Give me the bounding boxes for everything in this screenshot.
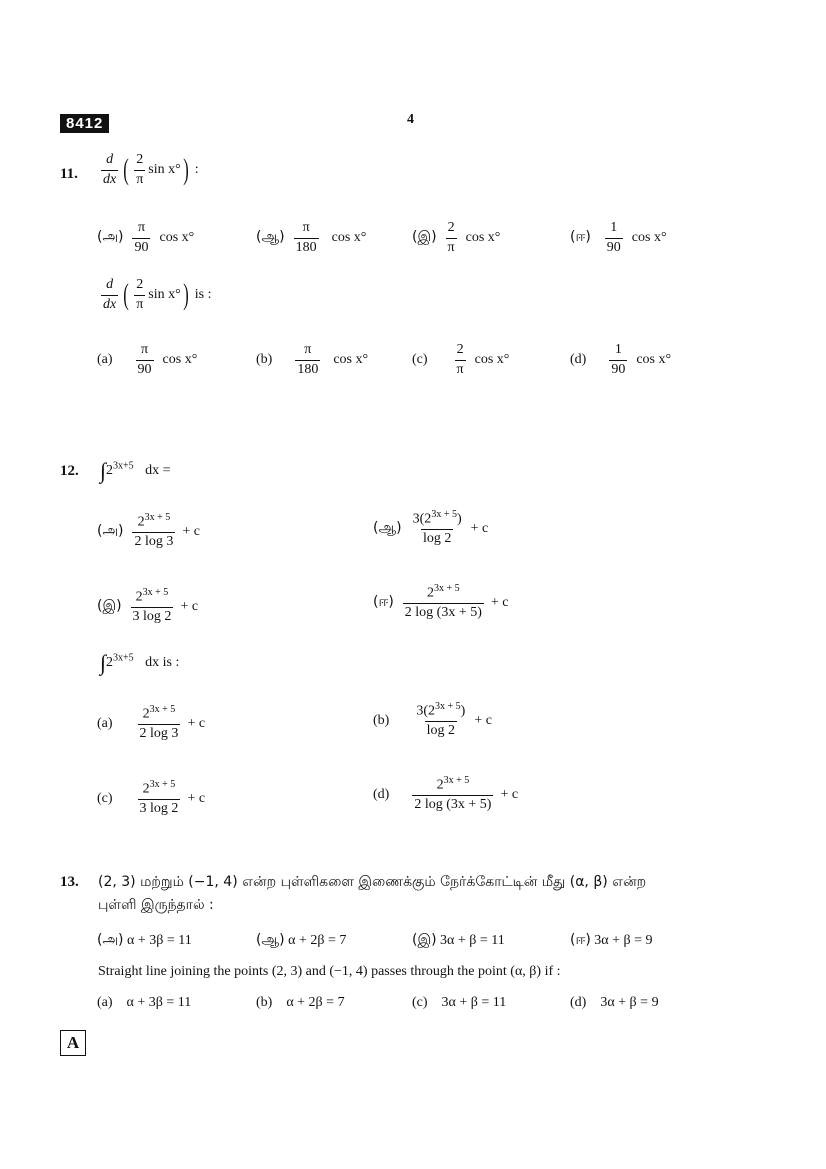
q12-option-ta-1: (அ) $\frac{2^{3x + 5}}{2 \log 3}$ + c bbox=[97, 512, 200, 550]
q11-option-en-4: (d) $\frac{1}{90}$ cos x° bbox=[570, 342, 672, 377]
coefficient-fraction: $\frac{2}{\pi}$ bbox=[136, 152, 144, 187]
q12-option-ta-2: (ஆ) $\frac{3(2^{3x + 5})}{\log 2}$ + c bbox=[373, 509, 489, 547]
q11-option-en-2: (b) $\frac{\pi}{180}$ cos x° bbox=[256, 342, 369, 377]
q13-option-en-4: (d) 3α + β = 9 bbox=[570, 995, 659, 1010]
q13-option-en-2: (b) α + 2β = 7 bbox=[256, 995, 345, 1010]
q12-option-ta-4: (ஈ) $\frac{2^{3x + 5}}{2 \log (3x + 5)}$ + c bbox=[373, 583, 509, 621]
q13-option-en-3: (c) 3α + β = 11 bbox=[412, 995, 507, 1010]
q12-option-en-2: (b) $\frac{3(2^{3x + 5})}{\log 2}$ + c bbox=[373, 701, 492, 739]
q11-option-en-3: (c) $\frac{2}{\pi}$ cos x° bbox=[412, 342, 510, 377]
q11-number: 11. bbox=[60, 166, 78, 182]
paper-code: 8412 bbox=[60, 114, 109, 133]
q12-stem-ta: $\int 2^{3x+5}$ dx = bbox=[100, 458, 171, 483]
booklet-series-box: A bbox=[60, 1030, 86, 1056]
q13-option-en-1: (a) α + 3β = 11 bbox=[97, 995, 192, 1010]
q11-option-ta-1: (அ) $\frac{\pi}{90}$ cos x° bbox=[97, 220, 195, 255]
q13-stem-ta-line1: (2, 3) மற்றும் (−1, 4) என்ற புள்ளிகளை இணைக்கும் நேர்க்கோட்டின் மீது (α, β) என்ற bbox=[98, 874, 647, 890]
q11-option-ta-4: (ஈ) $\frac{1}{90}$ cos x° bbox=[570, 220, 667, 255]
q11-option-ta-2: (ஆ) $\frac{\pi}{180}$ cos x° bbox=[256, 220, 367, 255]
q13-stem-ta-line2: புள்ளி இருந்தால் : bbox=[98, 897, 214, 913]
derivative-operator: $\frac{d}{dx}$ bbox=[103, 152, 117, 187]
q13-number: 13. bbox=[60, 874, 79, 890]
page-number: 4 bbox=[407, 112, 414, 127]
q12-stem-en: $\int 2^{3x+5}$ dx is : bbox=[100, 650, 180, 675]
q13-option-ta-3: (இ) 3α + β = 11 bbox=[412, 932, 505, 948]
q12-option-ta-3: (இ) $\frac{2^{3x + 5}}{3 \log 2}$ + c bbox=[97, 587, 199, 625]
q13-option-ta-1: (அ) α + 3β = 11 bbox=[97, 932, 192, 948]
q11-stem-en: $\frac{d}{dx}$ ( $\frac{2}{\pi}$ sin x° ) is : bbox=[103, 277, 212, 312]
q11-option-ta-3: (இ) $\frac{2}{\pi}$ cos x° bbox=[412, 220, 501, 255]
q13-stem-en: Straight line joining the points (2, 3) and (−1, 4) passes through the point (α, β) if : bbox=[98, 964, 561, 979]
q12-option-en-4: (d) $\frac{2^{3x + 5}}{2 \log (3x + 5)}$ + c bbox=[373, 775, 519, 813]
q13-option-ta-2: (ஆ) α + 2β = 7 bbox=[256, 932, 347, 948]
q12-option-en-1: (a) $\frac{2^{3x + 5}}{2 \log 3}$ + c bbox=[97, 704, 206, 742]
q11-stem-ta: $\frac{d}{dx}$ ( $\frac{2}{\pi}$ sin x° ) : bbox=[103, 152, 199, 187]
q12-number: 12. bbox=[60, 463, 79, 479]
q11-option-en-1: (a) $\frac{\pi}{90}$ cos x° bbox=[97, 342, 198, 377]
q13-option-ta-4: (ஈ) 3α + β = 9 bbox=[570, 932, 653, 948]
q12-option-en-3: (c) $\frac{2^{3x + 5}}{3 \log 2}$ + c bbox=[97, 779, 206, 817]
